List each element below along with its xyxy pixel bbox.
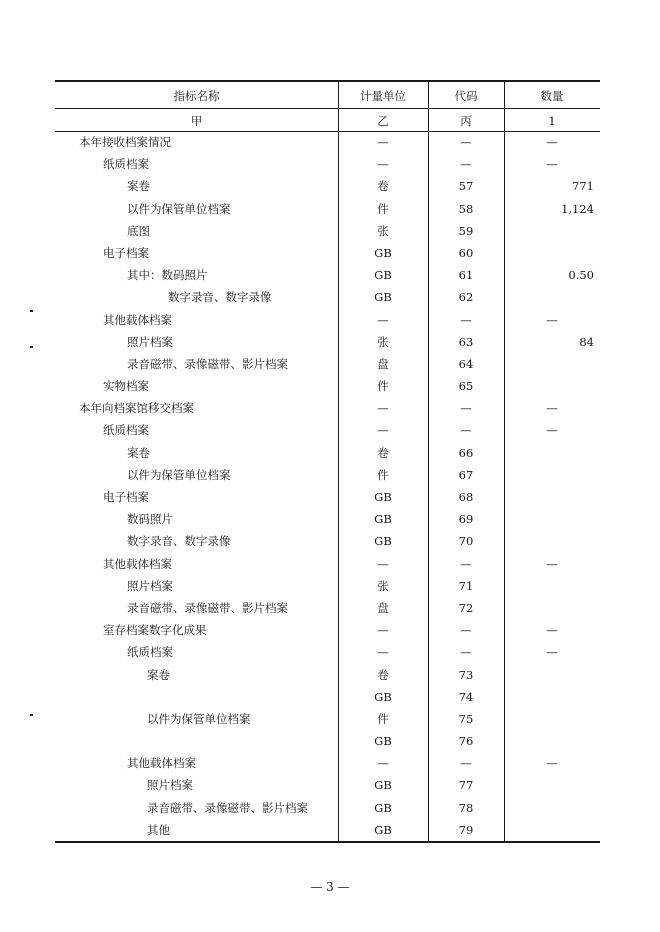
header-unit: 计量单位 [360, 89, 406, 103]
table-row [55, 419, 600, 441]
row-unit: 件 [377, 711, 389, 726]
row-quantity: 84 [579, 334, 594, 349]
row-quantity: — [546, 157, 558, 172]
table-row [55, 131, 600, 153]
row-name: 本年接收档案情况 [79, 135, 171, 149]
row-name: 电子档案 [103, 490, 149, 504]
row-name: 纸质档案 [103, 423, 149, 438]
row-unit: GB [374, 268, 392, 283]
table-row [55, 375, 600, 397]
row-code: 76 [458, 734, 474, 749]
row-name: 其中：数码照片 [127, 268, 208, 283]
row-name: 其他 [147, 822, 170, 837]
table-row [55, 641, 600, 663]
row-code: 63 [458, 334, 474, 349]
row-name: 照片档案 [147, 778, 193, 793]
table-row [55, 619, 600, 641]
row-quantity: 1,124 [561, 201, 594, 216]
row-unit: 件 [377, 467, 389, 482]
row-unit: GB [374, 778, 392, 793]
row-quantity: — [546, 401, 558, 416]
row-unit: — [377, 157, 389, 172]
row-code: 61 [458, 268, 474, 283]
row-name: 案卷 [127, 179, 150, 194]
row-unit: — [377, 756, 389, 771]
table-row [55, 774, 600, 796]
row-name: 案卷 [127, 445, 150, 460]
scan-mark [30, 346, 33, 348]
row-name: 录音磁带、录像磁带、影片档案 [127, 600, 288, 615]
table-row [55, 686, 600, 708]
table-row [55, 575, 600, 597]
table-row [55, 530, 600, 552]
table-bottom-rule [55, 841, 600, 843]
row-code: 59 [458, 223, 474, 238]
row-code: — [460, 645, 472, 660]
row-code: 71 [458, 578, 474, 593]
row-code: — [460, 756, 472, 771]
row-name: 数字录音、数字录像 [168, 290, 272, 305]
row-unit: — [377, 135, 389, 149]
row-code: 75 [458, 711, 474, 726]
row-code: — [460, 623, 472, 638]
row-name: 其他载体档案 [103, 556, 172, 571]
row-code: 66 [458, 445, 474, 460]
page-number: — 3 — [310, 880, 350, 894]
row-unit: GB [374, 290, 392, 305]
table-subheader-row [55, 109, 600, 133]
row-quantity: 771 [572, 179, 594, 194]
row-unit: — [377, 645, 389, 660]
row-code: 64 [458, 356, 474, 371]
row-unit: GB [374, 800, 392, 815]
header-indicator-name: 指标名称 [173, 89, 220, 103]
row-unit: — [377, 312, 389, 327]
row-name: 其他载体档案 [103, 312, 172, 327]
row-code: — [460, 401, 472, 416]
row-unit: GB [374, 245, 392, 260]
subheader-quantity: 1 [548, 114, 556, 128]
row-name: 本年向档案馆移交档案 [79, 401, 194, 416]
row-quantity: — [546, 312, 558, 327]
table-row [55, 464, 600, 486]
row-unit: 卷 [377, 667, 389, 682]
row-quantity: — [546, 556, 558, 571]
row-unit: 张 [377, 334, 389, 349]
row-code: — [460, 423, 472, 438]
table-body [55, 131, 600, 841]
table-row [55, 353, 600, 375]
row-unit: GB [374, 534, 392, 549]
header-quantity: 数量 [540, 89, 564, 103]
scan-mark [30, 714, 33, 716]
table-row [55, 331, 600, 353]
row-quantity: 0.50 [568, 268, 594, 283]
table-row [55, 286, 600, 308]
table-row [55, 708, 600, 730]
row-unit: — [377, 623, 389, 638]
table-row [55, 797, 600, 819]
row-code: 58 [458, 201, 474, 216]
row-code: — [460, 135, 472, 149]
row-unit: 张 [377, 223, 389, 238]
table-row [55, 508, 600, 530]
row-code: 78 [458, 800, 474, 815]
table-row [55, 242, 600, 264]
table-row [55, 309, 600, 331]
table-row [55, 819, 600, 841]
row-code: — [460, 157, 472, 172]
row-quantity: — [546, 423, 558, 438]
row-unit: — [377, 556, 389, 571]
table-top-rule [55, 80, 600, 82]
row-code: 79 [458, 822, 474, 837]
row-code: 67 [458, 467, 474, 482]
row-unit: GB [374, 490, 392, 504]
row-unit: 件 [377, 201, 389, 216]
subheader-name: 甲 [190, 114, 203, 128]
row-name: 数码照片 [127, 512, 173, 527]
row-name: 以件为保管单位档案 [147, 711, 251, 726]
row-name: 其他载体档案 [127, 756, 196, 771]
row-unit: 盘 [377, 356, 389, 371]
row-unit: GB [374, 822, 392, 837]
table-row [55, 264, 600, 286]
row-code: 77 [458, 778, 474, 793]
table-row [55, 198, 600, 220]
row-unit: GB [374, 689, 392, 704]
row-code: 69 [458, 512, 474, 527]
table-row [55, 730, 600, 752]
table-row [55, 486, 600, 508]
row-code: 57 [458, 179, 474, 194]
row-code: — [460, 556, 472, 571]
row-unit: 卷 [377, 445, 389, 460]
row-name: 照片档案 [127, 334, 173, 349]
table-row [55, 597, 600, 619]
subheader-code: 丙 [460, 114, 472, 128]
row-name: 纸质档案 [103, 157, 149, 172]
row-unit: GB [374, 512, 392, 527]
row-code: 74 [458, 689, 474, 704]
row-code: 60 [458, 245, 474, 260]
table-row [55, 752, 600, 774]
row-unit: 盘 [377, 600, 389, 615]
row-name: 以件为保管单位档案 [127, 467, 231, 482]
row-code: 70 [458, 534, 474, 549]
row-unit: GB [374, 734, 392, 749]
row-unit: 卷 [377, 179, 389, 194]
row-unit: — [377, 423, 389, 438]
table-row [55, 175, 600, 197]
header-code: 代码 [454, 89, 478, 103]
table-row [55, 397, 600, 419]
table-row [55, 553, 600, 575]
row-code: — [460, 312, 472, 327]
row-name: 实物档案 [103, 379, 149, 394]
row-name: 照片档案 [127, 578, 173, 593]
row-quantity: — [546, 135, 558, 149]
row-name: 底图 [127, 223, 150, 238]
row-quantity: — [546, 623, 558, 638]
row-code: 73 [458, 667, 474, 682]
row-quantity: — [546, 645, 558, 660]
table-row [55, 153, 600, 175]
row-unit: 件 [377, 379, 389, 394]
row-code: 65 [458, 379, 474, 394]
table-row [55, 442, 600, 464]
row-name: 录音磁带、录像磁带、影片档案 [147, 800, 308, 815]
row-name: 数字录音、数字录像 [127, 534, 231, 549]
row-unit: — [377, 401, 389, 416]
subheader-unit: 乙 [377, 114, 389, 128]
row-name: 纸质档案 [127, 645, 173, 660]
row-unit: 张 [377, 578, 389, 593]
row-code: 72 [458, 600, 474, 615]
scan-mark [30, 310, 33, 312]
row-name: 以件为保管单位档案 [127, 201, 231, 216]
row-code: 68 [458, 490, 474, 504]
row-name: 室存档案数字化成果 [103, 623, 207, 638]
table-row [55, 220, 600, 242]
row-quantity: — [546, 756, 558, 771]
row-name: 录音磁带、录像磁带、影片档案 [127, 356, 288, 371]
row-name: 电子档案 [103, 245, 149, 260]
table-header-row [55, 84, 600, 108]
row-code: 62 [458, 290, 474, 305]
row-name: 案卷 [147, 667, 170, 682]
table-row [55, 664, 600, 686]
